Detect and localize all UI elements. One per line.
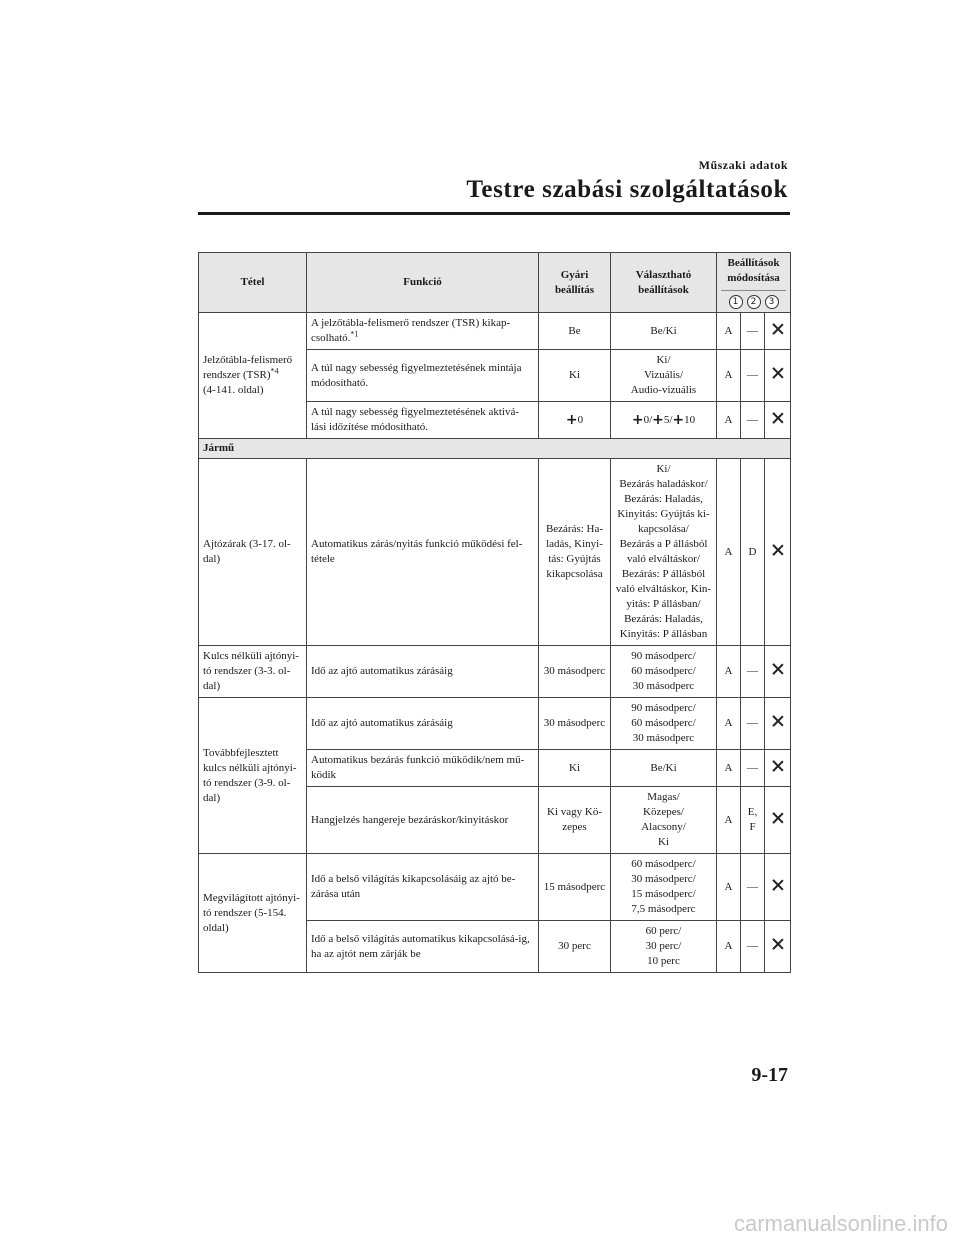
function-sup: *1 <box>350 329 359 339</box>
item-tsr-name: Jelzőtábla-felismerő rendszer (TSR) <box>203 354 293 381</box>
page-title: Testre szabási szolgáltatások <box>466 176 788 203</box>
options-cell: 60 perc/ 30 perc/ 10 perc <box>611 921 717 973</box>
change-2-cell: — <box>741 698 765 750</box>
item-door-locks: Ajtózárak (3-17. ol-dal) <box>199 459 307 646</box>
col-header-item: Tétel <box>199 253 307 313</box>
function-cell: A túl nagy sebesség figyelmeztetésének aktivá-lási időzítése módosítható. <box>307 402 539 439</box>
change-3-cell <box>765 787 791 854</box>
page-number: 9-17 <box>751 1064 788 1086</box>
circled-number-3: 3 <box>765 295 779 309</box>
function-text: A jelzőtábla-felismerő rendszer (TSR) kikap-csolható. <box>311 317 511 344</box>
col-header-default: Gyári beállítás <box>539 253 611 313</box>
item-advanced-keyless: Továbbfejlesztett kulcs nélküli ajtónyi- tó rendszer (3-9. ol- dal) <box>199 698 307 854</box>
options-cell: Be/Ki <box>611 750 717 787</box>
change-1-cell: A <box>717 698 741 750</box>
change-2-cell: E, F <box>741 787 765 854</box>
cross-icon <box>772 544 784 556</box>
table-row <box>199 313 791 350</box>
plus-icon: + <box>672 411 685 428</box>
option-value: 10 <box>684 413 696 426</box>
table-header-row <box>199 253 791 313</box>
change-1-cell: A <box>717 854 741 921</box>
function-cell: Idő az ajtó automatikus zárásáig <box>307 646 539 698</box>
change-3-cell <box>765 459 791 646</box>
group-row <box>199 439 791 459</box>
default-cell: 30 másodperc <box>539 646 611 698</box>
option-value: 5/ <box>663 413 673 426</box>
function-cell: Hangjelzés hangereje bezáráskor/kinyitáskor <box>307 787 539 854</box>
item-illuminated: Megvilágított ajtónyi- tó rendszer (5-154. oldal) <box>199 854 307 973</box>
change-2-cell: — <box>741 313 765 350</box>
default-cell: Ki <box>539 350 611 402</box>
default-cell <box>539 402 611 439</box>
table-row <box>199 698 791 750</box>
change-3-cell <box>765 750 791 787</box>
options-cell: 90 másodperc/ 60 másodperc/ 30 másodperc <box>611 646 717 698</box>
change-3-cell <box>765 350 791 402</box>
change-3-cell <box>765 854 791 921</box>
change-2-cell: — <box>741 402 765 439</box>
section-label: Műszaki adatok <box>698 158 788 172</box>
change-1-cell: A <box>717 921 741 973</box>
item-tsr-sup: *4 <box>270 366 279 376</box>
change-1-cell: A <box>717 459 741 646</box>
function-cell: Idő a belső világítás automatikus kikapcsolásá-ig, ha az ajtót nem zárják be <box>307 921 539 973</box>
cross-icon <box>772 663 784 675</box>
circled-number-2: 2 <box>747 295 761 309</box>
col-header-change-label: Beállítások módosítása <box>727 257 780 284</box>
default-cell: 30 perc <box>539 921 611 973</box>
default-cell: 30 másodperc <box>539 698 611 750</box>
circled-number-row <box>721 290 786 309</box>
function-cell: Automatikus bezárás funkció működik/nem mű-ködik <box>307 750 539 787</box>
options-cell: Be/Ki <box>611 313 717 350</box>
cross-icon <box>772 367 784 379</box>
header-rule <box>198 212 790 215</box>
cross-icon <box>772 715 784 727</box>
default-cell: Ki <box>539 750 611 787</box>
function-cell <box>307 313 539 350</box>
plus-icon: + <box>565 411 578 428</box>
default-value: 0 <box>577 413 584 426</box>
change-2-cell: — <box>741 350 765 402</box>
change-3-cell <box>765 402 791 439</box>
options-cell: 60 másodperc/ 30 másodperc/ 15 másodperc/ 7,5 másodperc <box>611 854 717 921</box>
item-keyless: Kulcs nélküli ajtónyi- tó rendszer (3-3. ol- dal) <box>199 646 307 698</box>
watermark: carmanualsonline.info <box>733 1211 948 1236</box>
change-2-cell: D <box>741 459 765 646</box>
default-cell: Bezárás: Ha- ladás, Kinyi- tás: Gyújtás kikapcsolása <box>539 459 611 646</box>
options-cell: Ki/ Vizuális/ Audio-vizuális <box>611 350 717 402</box>
default-cell: 15 másodperc <box>539 854 611 921</box>
function-cell: Automatikus zárás/nyitás funkció működési fel-tétele <box>307 459 539 646</box>
function-cell: A túl nagy sebesség figyelmeztetésének mintája módosítható. <box>307 350 539 402</box>
plus-icon: + <box>652 411 664 428</box>
change-3-cell <box>765 921 791 973</box>
item-tsr-ref: (4-141. oldal) <box>203 384 264 396</box>
cross-icon <box>772 412 784 424</box>
table-row <box>199 459 791 646</box>
col-header-change <box>717 253 791 313</box>
change-1-cell: A <box>717 750 741 787</box>
cross-icon <box>772 938 784 950</box>
default-cell: Be <box>539 313 611 350</box>
cross-icon <box>772 812 784 824</box>
change-1-cell: A <box>717 350 741 402</box>
options-cell: Ki/ Bezárás haladáskor/ Bezárás: Haladás, Kinyitás: Gyújtás ki- kapcsolása/ Bezárás a P állásból való elváltáskor/ Bezárás: P állásból való elváltáskor, Kin- yitás: P állásban/ Bezárás: Haladás, Kinyitás: P állásban <box>611 459 717 646</box>
table-row <box>199 854 791 921</box>
plus-icon: + <box>631 411 644 428</box>
change-1-cell: A <box>717 402 741 439</box>
change-1-cell: A <box>717 787 741 854</box>
table-row <box>199 646 791 698</box>
col-header-function: Funkció <box>307 253 539 313</box>
function-cell: Idő az ajtó automatikus zárásáig <box>307 698 539 750</box>
default-cell: Ki vagy Kö- zepes <box>539 787 611 854</box>
cross-icon <box>772 323 784 335</box>
change-3-cell <box>765 313 791 350</box>
cross-icon <box>772 879 784 891</box>
function-cell: Idő a belső világítás kikapcsolásáig az ajtó be-zárása után <box>307 854 539 921</box>
item-tsr <box>199 313 307 439</box>
group-label: Jármű <box>199 439 791 459</box>
change-2-cell: — <box>741 921 765 973</box>
options-cell <box>611 402 717 439</box>
col-header-options: Választható beállítások <box>611 253 717 313</box>
option-value: 0/ <box>643 413 653 426</box>
change-3-cell <box>765 698 791 750</box>
cross-icon <box>772 760 784 772</box>
circled-number-1: 1 <box>729 295 743 309</box>
customization-table <box>198 252 791 973</box>
change-1-cell: A <box>717 646 741 698</box>
change-2-cell: — <box>741 854 765 921</box>
options-cell: Magas/ Közepes/ Alacsony/ Ki <box>611 787 717 854</box>
options-cell: 90 másodperc/ 60 másodperc/ 30 másodperc <box>611 698 717 750</box>
change-2-cell: — <box>741 646 765 698</box>
change-1-cell: A <box>717 313 741 350</box>
change-3-cell <box>765 646 791 698</box>
change-2-cell: — <box>741 750 765 787</box>
